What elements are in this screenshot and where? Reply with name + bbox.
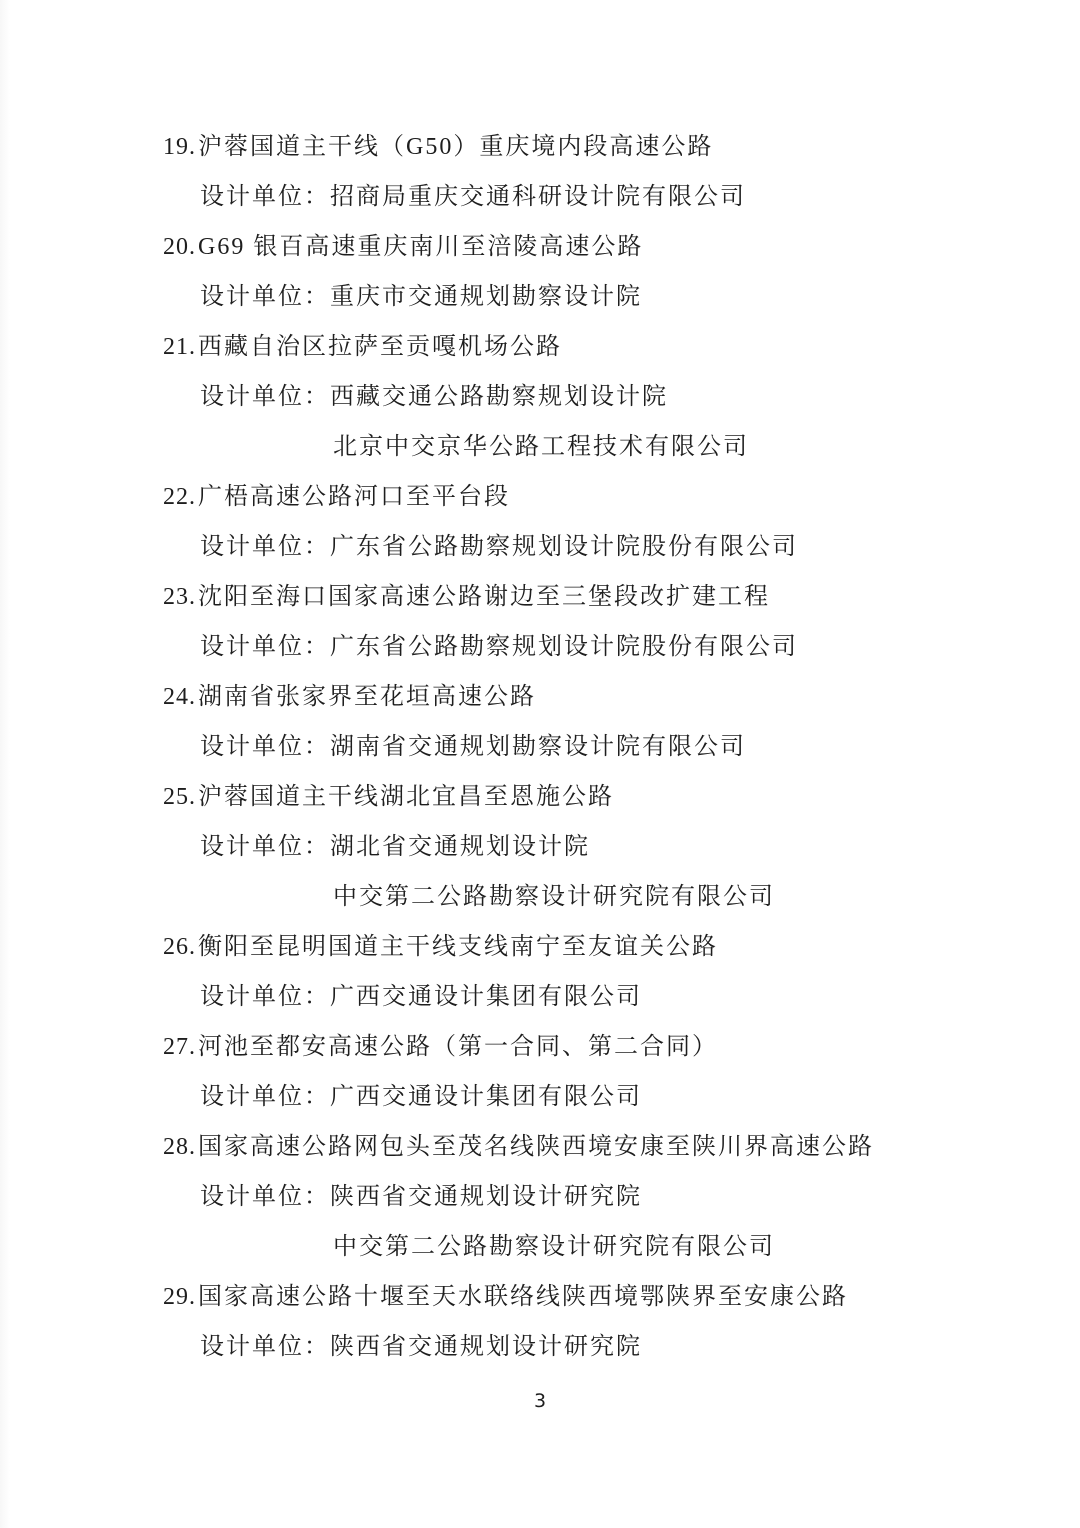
list-item [163, 922, 1060, 972]
item-title: 沈阳至海口国家高速公路谢边至三堡段改扩建工程 [198, 584, 770, 610]
list-item [163, 572, 1060, 622]
design-unit-label: 设计单位： [200, 184, 330, 210]
design-unit-line [163, 1172, 1060, 1222]
design-unit-line [163, 372, 1060, 422]
design-unit-name: 中交第二公路勘察设计研究院有限公司 [333, 1234, 775, 1260]
list-item [163, 672, 1060, 722]
item-title: 河池至都安高速公路（第一合同、第二合同） [198, 1034, 718, 1060]
design-unit-line [163, 822, 1060, 872]
page-number: 3 [533, 1390, 547, 1412]
item-number: 24. [163, 684, 196, 710]
design-unit-name: 广东省公路勘察规划设计院股份有限公司 [330, 634, 798, 660]
list-item [163, 1272, 1060, 1322]
design-unit-label: 设计单位： [200, 534, 330, 560]
item-number: 29. [163, 1284, 196, 1310]
design-unit-line [163, 172, 1060, 222]
item-title: 西藏自治区拉萨至贡嘎机场公路 [198, 334, 562, 360]
list-item [163, 322, 1060, 372]
design-unit-continuation [163, 1222, 1060, 1272]
design-unit-name: 广西交通设计集团有限公司 [330, 984, 642, 1010]
design-unit-line [163, 272, 1060, 322]
item-number: 23. [163, 584, 196, 610]
item-title: 衡阳至昆明国道主干线支线南宁至友谊关公路 [198, 934, 718, 960]
item-number: 21. [163, 334, 196, 360]
list-item [163, 1122, 1060, 1172]
design-unit-name: 陕西省交通规划设计研究院 [330, 1184, 642, 1210]
design-unit-line [163, 522, 1060, 572]
item-title: 湖南省张家界至花垣高速公路 [198, 684, 536, 710]
item-title: 沪蓉国道主干线湖北宜昌至恩施公路 [198, 784, 614, 810]
item-title: 沪蓉国道主干线（G50）重庆境内段高速公路 [198, 134, 714, 160]
design-unit-name: 陕西省交通规划设计研究院 [330, 1334, 642, 1360]
design-unit-label: 设计单位： [200, 1084, 330, 1110]
item-number: 28. [163, 1134, 196, 1160]
item-title: G69 银百高速重庆南川至涪陵高速公路 [198, 234, 644, 260]
item-number: 26. [163, 934, 196, 960]
design-unit-label: 设计单位： [200, 834, 330, 860]
design-unit-line [163, 1322, 1060, 1372]
design-unit-name: 广东省公路勘察规划设计院股份有限公司 [330, 534, 798, 560]
item-title: 国家高速公路十堰至天水联络线陕西境鄂陕界至安康公路 [198, 1284, 848, 1310]
design-unit-name: 招商局重庆交通科研设计院有限公司 [330, 184, 746, 210]
item-title: 国家高速公路网包头至茂名线陕西境安康至陕川界高速公路 [198, 1134, 874, 1160]
item-title: 广梧高速公路河口至平台段 [198, 484, 510, 510]
list-item [163, 472, 1060, 522]
design-unit-line [163, 722, 1060, 772]
design-unit-label: 设计单位： [200, 284, 330, 310]
list-item [163, 772, 1060, 822]
design-unit-label: 设计单位： [200, 1184, 330, 1210]
item-number: 20. [163, 234, 196, 260]
design-unit-name: 湖北省交通规划设计院 [330, 834, 590, 860]
design-unit-continuation [163, 422, 1060, 472]
list-item [163, 122, 1060, 172]
design-unit-label: 设计单位： [200, 384, 330, 410]
item-number: 27. [163, 1034, 196, 1060]
design-unit-label: 设计单位： [200, 984, 330, 1010]
item-number: 19. [163, 134, 196, 160]
list-item [163, 1022, 1060, 1072]
project-list [163, 122, 1060, 1372]
design-unit-label: 设计单位： [200, 1334, 330, 1360]
item-number: 25. [163, 784, 196, 810]
design-unit-name: 中交第二公路勘察设计研究院有限公司 [333, 884, 775, 910]
design-unit-label: 设计单位： [200, 634, 330, 660]
design-unit-label: 设计单位： [200, 734, 330, 760]
design-unit-name: 重庆市交通规划勘察设计院 [330, 284, 642, 310]
list-item [163, 222, 1060, 272]
design-unit-line [163, 1072, 1060, 1122]
design-unit-name: 广西交通设计集团有限公司 [330, 1084, 642, 1110]
design-unit-line [163, 622, 1060, 672]
design-unit-name: 湖南省交通规划勘察设计院有限公司 [330, 734, 746, 760]
design-unit-line [163, 972, 1060, 1022]
item-number: 22. [163, 484, 196, 510]
design-unit-continuation [163, 872, 1060, 922]
design-unit-name: 北京中交京华公路工程技术有限公司 [333, 434, 749, 460]
design-unit-name: 西藏交通公路勘察规划设计院 [330, 384, 668, 410]
